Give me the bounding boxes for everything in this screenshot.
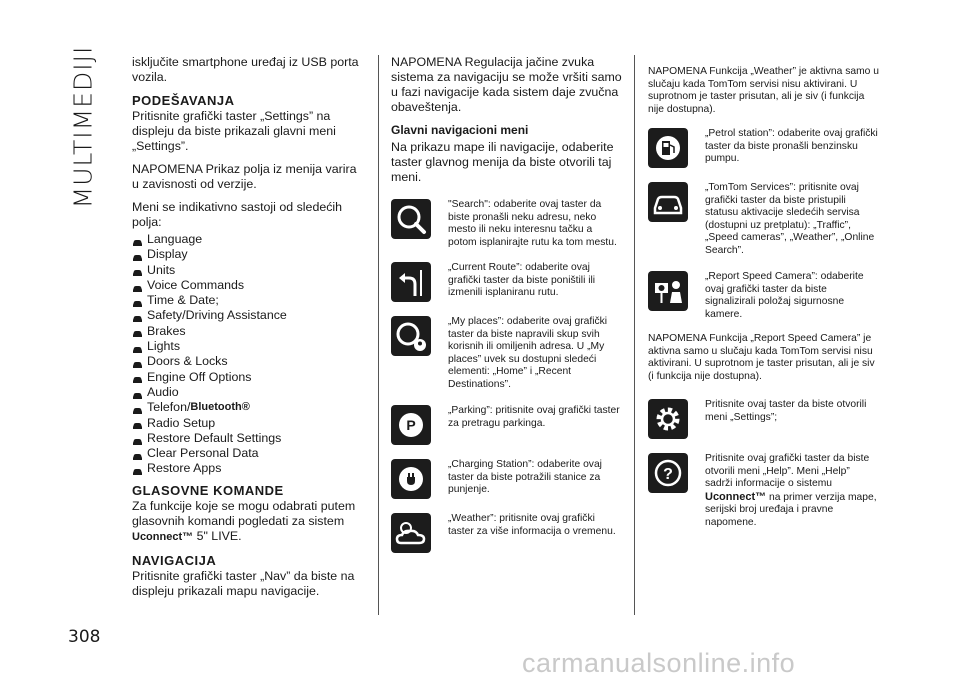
list-item: Voice Commands [132,278,364,293]
weather-icon [391,513,431,553]
car-bullet-icon [132,419,143,427]
svg-text:P: P [406,417,416,433]
weather-note: NAPOMENA Funkcija „Weather” je aktivna samo u slučaju kada TomTom servisi nisu aktivirani. U suprotnom je taster prisutan, ali je siv (i funkcija nije dostupna). [648,66,880,115]
settings-menu-list [132,232,364,477]
car-bullet-icon [132,358,143,366]
car-bullet-icon [132,450,143,458]
column-2 [391,55,623,562]
list-item: Doors & Locks [132,354,364,369]
nav-menu-item-my-places: „My places”: odaberite ovaj grafički taster da biste napravili skup svih korisnih ili omiljenih adresa. U „My places” uvek su dostupni sledeći elementi: „Home” i „Recent Destinations”. [391,316,623,391]
tomtom-services-icon [648,182,688,222]
my-places-icon [391,316,431,356]
column-divider [634,55,635,615]
column-1 [132,55,364,607]
car-bullet-icon [132,251,143,259]
settings-menu-intro: Meni se indikativno sastoji od sledećih polja: [132,200,343,229]
voice-commands-heading: GLASOVNE KOMANDE [132,482,284,498]
car-bullet-icon [132,236,143,244]
navigation-paragraph: Pritisnite grafički taster „Nav” da biste na displeju prikazali mapu navigacije. [132,568,355,598]
car-bullet-icon [132,373,143,381]
list-item: Safety/Driving Assistance [132,308,364,323]
navigation-heading: NAVIGACIJA [132,552,217,568]
nav-menu-item-report-speed-camera: „Report Speed Camera”: odaberite ovaj grafički taster da biste signalizirali položaj sigurnosne kamere. [648,271,880,321]
car-bullet-icon [132,327,143,335]
list-item: Audio [132,385,364,400]
speed-camera-note: NAPOMENA Funkcija „Report Speed Camera” je aktivna samo u slučaju kada TomTom servisi nisu aktivirani. U suprotnom je taster prisutan, ali je siv (i funkcija nije dostupna). [648,333,875,382]
list-item: Radio Setup [132,416,364,431]
list-item: Display [132,247,364,262]
nav-menu-item-current-route: „Current Route”: odaberite ovaj grafički taster da biste poništili ili izmenili isplaniranu rutu. [391,262,623,302]
list-item: Time & Date; [132,293,364,308]
search-icon [391,199,431,239]
svg-text:?: ? [663,466,673,483]
list-item: Lights [132,339,364,354]
intro-text: isključite smartphone uređaj iz USB porta vozila. [132,55,359,84]
car-bullet-icon [132,282,143,290]
list-item: Engine Off Options [132,370,364,385]
nav-menu-item-parking: P „Parking”: pritisnite ovaj grafički taster za pretragu parkinga. [391,405,623,445]
list-item: Language [132,232,364,247]
current-route-icon [391,262,431,302]
page-number: 308 [68,627,101,647]
voice-commands-paragraph: Za funkcije koje se mogu odabrati putem glasovnih komandi pogledati za sistem Uconnect™ 5" LIVE. [132,498,356,543]
car-bullet-icon [132,404,143,412]
car-bullet-icon [132,297,143,305]
list-item: Clear Personal Data [132,446,364,461]
car-bullet-icon [132,343,143,351]
settings-heading: PODEŠAVANJA [132,93,235,108]
car-bullet-icon [132,465,143,473]
help-icon [648,453,688,493]
speed-camera-icon [648,271,688,311]
nav-menu-item-weather: „Weather”: pritisnite ovaj grafički taster za više informacija o vremenu. [391,513,623,553]
nav-menu-item-tomtom-services: „TomTom Services”: pritisnite ovaj grafički taster da biste pristupili statusu aktivacije sledećih servisa (dostupni uz pretplatu): „Traffic”, „Speed cameras”, „Weather”, „Online Search”. [648,182,880,257]
settings-paragraph: Pritisnite grafički taster „Settings” na displeju da biste prikazali glavni meni „Settings”. [132,109,336,153]
nav-menu-item-settings: Pritisnite ovaj taster da biste otvorili meni „Settings”; [648,399,880,439]
car-bullet-icon [132,266,143,274]
nav-menu-item-help [648,453,880,529]
nav-menu-item-charging-station: „Charging Station”: odaberite ovaj taster da biste potražili stanice za punjenje. [391,459,623,499]
fuel-pump-icon [648,128,688,168]
list-item: Telefon/ Bluetooth® [132,400,364,415]
column-divider [378,55,379,615]
gear-icon [648,399,688,439]
charging-station-icon [391,459,431,499]
help-text: Pritisnite ovaj grafički taster da biste otvorili meni „Help”. Meni „Help” sadrži informacije o sistemu Uconnect™ na primer verzija mape, serijski broj uređaja i pravne napomene. [705,453,877,528]
car-bullet-icon [132,389,143,397]
settings-note: NAPOMENA Prikaz polja iz menija varira u zavisnosti od verzije. [132,162,357,191]
main-nav-menu-paragraph: Na prikazu mape ili navigacije, odaberite taster glavnog menija da biste otvorili taj meni. [391,140,614,184]
parking-icon [391,405,431,445]
list-item: Brakes [132,324,364,339]
watermark: carmanualsonline.info [522,648,796,678]
car-bullet-icon [132,435,143,443]
section-title: MULTIMEDIJI [68,45,98,209]
car-bullet-icon [132,312,143,320]
list-item: Restore Default Settings [132,431,364,446]
volume-note: NAPOMENA Regulacija jačine zvuka sistema za navigaciju se može vršiti samo u fazi navigacije kada sistem daje zvučna obaveštenja. [391,55,622,114]
nav-menu-item-search: "Search": odaberite ovaj taster da biste pronašli neku adresu, neko mesto ili neku interesnu tačku a potom isplanirajte rutu ka tom mestu. [391,199,623,249]
list-item: Units [132,263,364,278]
column-3 [648,66,880,538]
nav-menu-item-petrol-station: „Petrol station”: odaberite ovaj grafički taster da biste pronašli benzinsku pumpu. [648,128,880,168]
list-item: Restore Apps [132,461,364,476]
main-nav-menu-heading: Glavni navigacioni meni [391,123,529,137]
